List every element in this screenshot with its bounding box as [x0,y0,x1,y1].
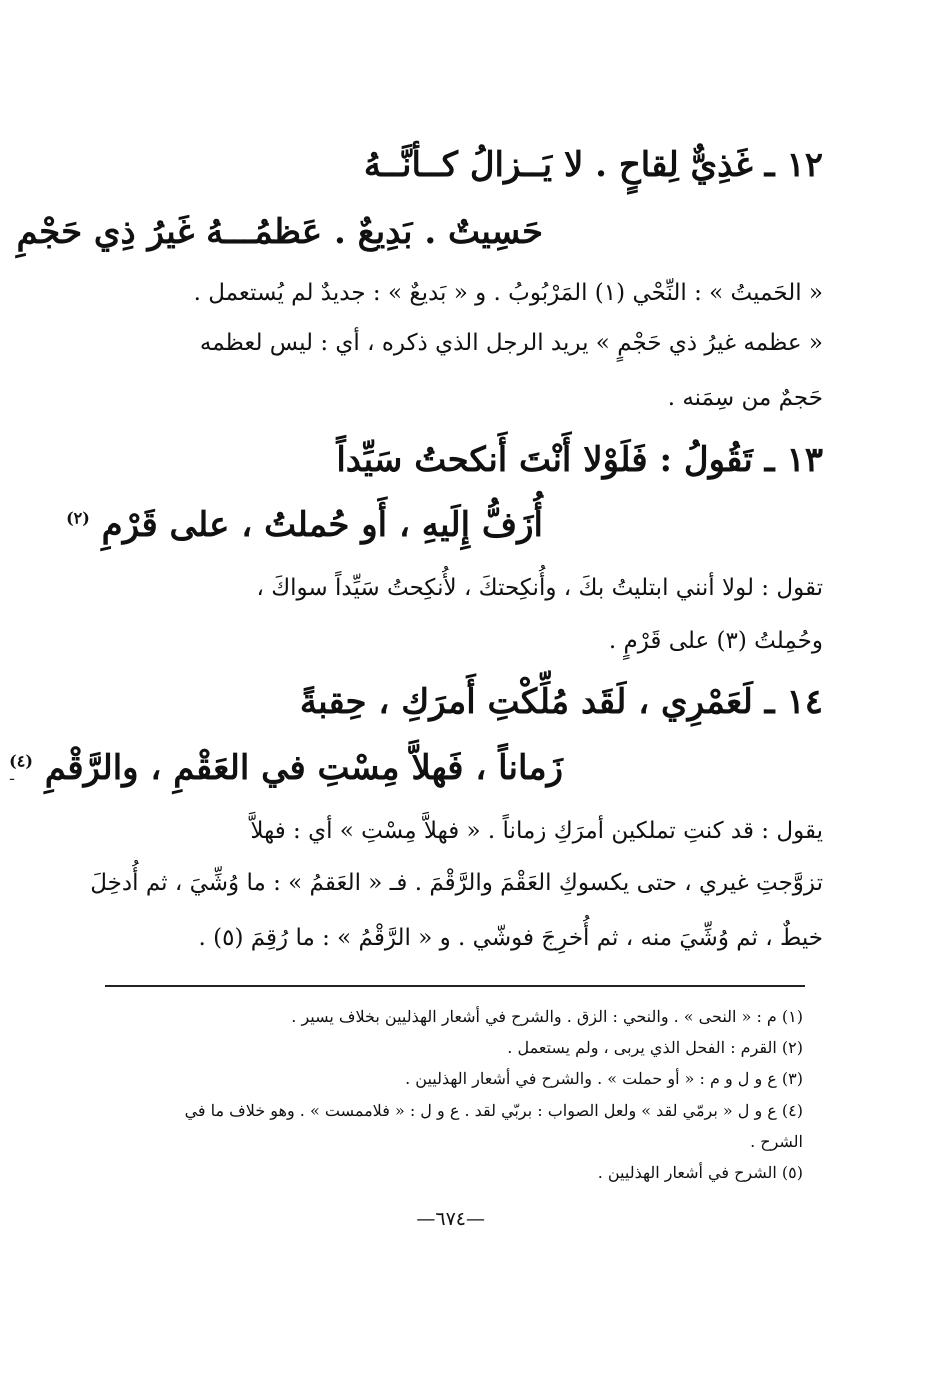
commentary-13-line-2: وحُمِلتُ (٣) على قَرْمٍ . [608,628,823,654]
verse-number: ١٢ [786,145,823,185]
footnote-marker: (٤) [9,751,33,771]
verse-number: ١٣ [786,440,823,480]
verse-14-first-hemistich: ١٤ ـ لَعَمْرِي ، لَقَد مُلِّكْتِ أَمرَكِ ، حِقبةً [299,682,823,722]
footnote-1: (١) م : « النحى » . والنحي : الزق . والشرح في أشعار الهذليين بخلاف يسير . [291,1007,803,1026]
hemistich-text: تَقُولُ : فَلَوْلا أَنْتَ أَنكحتُ سَيِّداً [336,440,753,480]
hemistich-text: لَعَمْرِي ، لَقَد مُلِّكْتِ أَمرَكِ ، حِقبةً [299,682,753,722]
verse-number: ١٤ [786,682,823,722]
commentary-13-line-1: تقول : لولا أنني ابتليتُ بكَ ، وأُنكِحتكَ ، لأُنكِحتُ سَيِّداً سواكَ ، [256,575,823,601]
verse-14-second-hemistich [9,748,563,788]
margin-mark: ـ [10,768,15,784]
footnote-2: (٢) القرم : الفحل الذي يربى ، ولم يستعمل . [507,1038,803,1057]
hemistich-text: أُزَفُّ إِلَيهِ ، أَو حُملتُ ، على قَرْمِ [101,505,543,545]
commentary-14-line-1: يقول : قد كنتِ تملكين أمرَكِ زماناً . « فهلاَّ مِسْتِ » أي : فهلاَّ [250,818,823,844]
commentary-14-line-2: تزوَّجتِ غيري ، حتى يكسوكِ العَقْمَ والرَّقْمَ . فـ « العَقمُ » : ما وُشِّيَ ، ثم أُدخِلَ [90,870,823,896]
footnote-5: (٥) الشرح في أشعار الهذليين . [597,1163,803,1182]
commentary-12-line-3: حَجمٌ من سِمَنه . [667,385,823,411]
commentary-12-line-1: « الحَميتُ » : النِّحْي (١) المَرْبُوبُ . و « بَديعٌ » : جديدٌ لم يُستعمل . [193,280,823,306]
verse-13-first-hemistich: ١٣ ـ تَقُولُ : فَلَوْلا أَنْتَ أَنكحتُ سَيِّداً [336,440,823,480]
footnote-marker: (٢) [66,508,90,528]
footnote-4-continuation: الشرح . [750,1132,803,1151]
commentary-14-line-3: خيطٌ ، ثم وُشِّيَ منه ، ثم أُخرِجَ فوشّي . و « الرَّقْمُ » : ما رُقِمَ (٥) . [198,925,823,951]
hemistich-text: زَماناً ، فَهلاَّ مِسْتِ في العَقْمِ ، والرَّقْمِ [44,748,563,788]
hemistich-text: حَسِيتٌ . بَدِيعٌ . عَظمُـــهُ غَيرُ ذِي حَجْمِ [16,212,543,252]
verse-12-first-hemistich: ١٢ ـ غَذِيٌّ لِقاحٍ . لا يَــزالُ كــأنَّــهُ [363,145,823,185]
verse-13-second-hemistich [66,505,543,545]
page-number: —٦٧٤— [416,1208,485,1230]
commentary-12-line-2: « عظمه غيرُ ذي حَجْمٍ » يريد الرجل الذي ذكره ، أي : ليس لعظمه [199,330,823,356]
footnote-4: (٤) ع و ل « برمّي لقد » ولعل الصواب : بربّي لقد . ع و ل : « فلاممست » . وهو خلاف ما في [184,1101,803,1120]
footnote-separator [105,985,805,987]
footnote-3: (٣) ع و ل و م : « أو حملت » . والشرح في أشعار الهذليين . [405,1069,803,1088]
verse-12-second-hemistich [17,212,544,252]
hemistich-text: غَذِيٌّ لِقاحٍ . لا يَــزالُ كــأنَّــهُ [363,145,753,185]
